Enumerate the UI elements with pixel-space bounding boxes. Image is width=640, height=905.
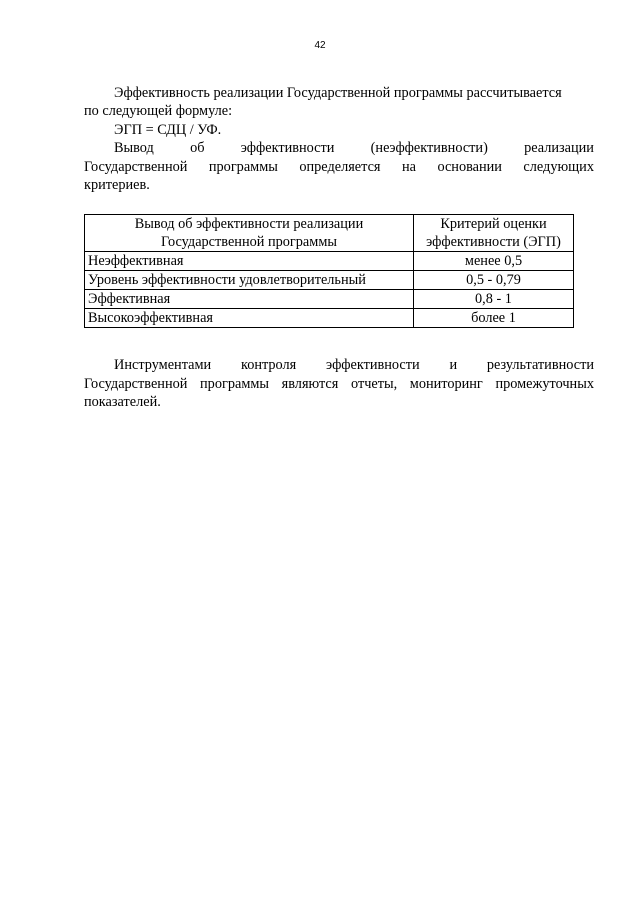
- word: об: [190, 140, 205, 157]
- word: являются: [281, 375, 339, 392]
- criterion-cell: 0,8 - 1: [414, 290, 574, 309]
- text-line: [84, 139, 594, 157]
- table-row: [85, 271, 574, 290]
- text-line: показателей.: [84, 394, 161, 411]
- word: следующих: [523, 158, 594, 175]
- word: Вывод: [114, 140, 154, 157]
- word: эффективности: [326, 357, 420, 374]
- word: основании: [437, 158, 502, 175]
- text-line: [84, 375, 594, 393]
- column-header-criterion: Критерий оценки эффективности (ЭГП): [414, 215, 574, 252]
- text-line: [84, 158, 594, 176]
- table-row: [85, 252, 574, 271]
- conclusion-cell: Уровень эффективности удовлетворительный: [85, 271, 414, 290]
- word: на: [401, 158, 416, 175]
- word: отчеты,: [350, 375, 398, 392]
- text-line: критериев.: [84, 177, 150, 194]
- efficiency-criteria-table: [84, 214, 574, 328]
- word: Государственной: [84, 158, 188, 175]
- text-line: [84, 356, 594, 374]
- word: определяется: [299, 158, 381, 175]
- text-line: по следующей формуле:: [84, 103, 233, 120]
- word: программы: [208, 158, 278, 175]
- closing-paragraph: [84, 356, 594, 411]
- word: результативности: [486, 357, 594, 374]
- word: (неэффективности): [370, 140, 488, 157]
- word: и: [449, 357, 458, 374]
- word: Инструментами: [114, 357, 212, 374]
- table-row: [85, 290, 574, 309]
- conclusion-cell: Неэффективная: [85, 252, 414, 271]
- text-line: [84, 84, 594, 102]
- criterion-cell: более 1: [414, 309, 574, 328]
- word: мониторинг: [409, 375, 483, 392]
- efficiency-formula: ЭГП = СДЦ / УФ.: [114, 121, 222, 138]
- page-number: 42: [314, 40, 326, 51]
- word: реализации: [524, 140, 594, 157]
- document-body: [84, 84, 594, 412]
- word: контроля: [240, 357, 297, 374]
- word: программы: [200, 375, 270, 392]
- word: эффективности: [240, 140, 335, 157]
- column-header-conclusion: Вывод об эффективности реализации Государственной программы: [85, 215, 414, 252]
- word: промежуточных: [495, 375, 594, 392]
- criterion-cell: менее 0,5: [414, 252, 574, 271]
- table-row: [85, 309, 574, 328]
- table-header-row: [85, 215, 574, 252]
- criteria-paragraph: [84, 139, 594, 194]
- conclusion-cell: Высокоэффективная: [85, 309, 414, 328]
- conclusion-cell: Эффективная: [85, 290, 414, 309]
- intro-paragraph: [84, 84, 594, 121]
- word: Государственной: [84, 375, 188, 392]
- criterion-cell: 0,5 - 0,79: [414, 271, 574, 290]
- text-segment: Эффективность реализации Государственной программы рассчитывается: [114, 85, 562, 101]
